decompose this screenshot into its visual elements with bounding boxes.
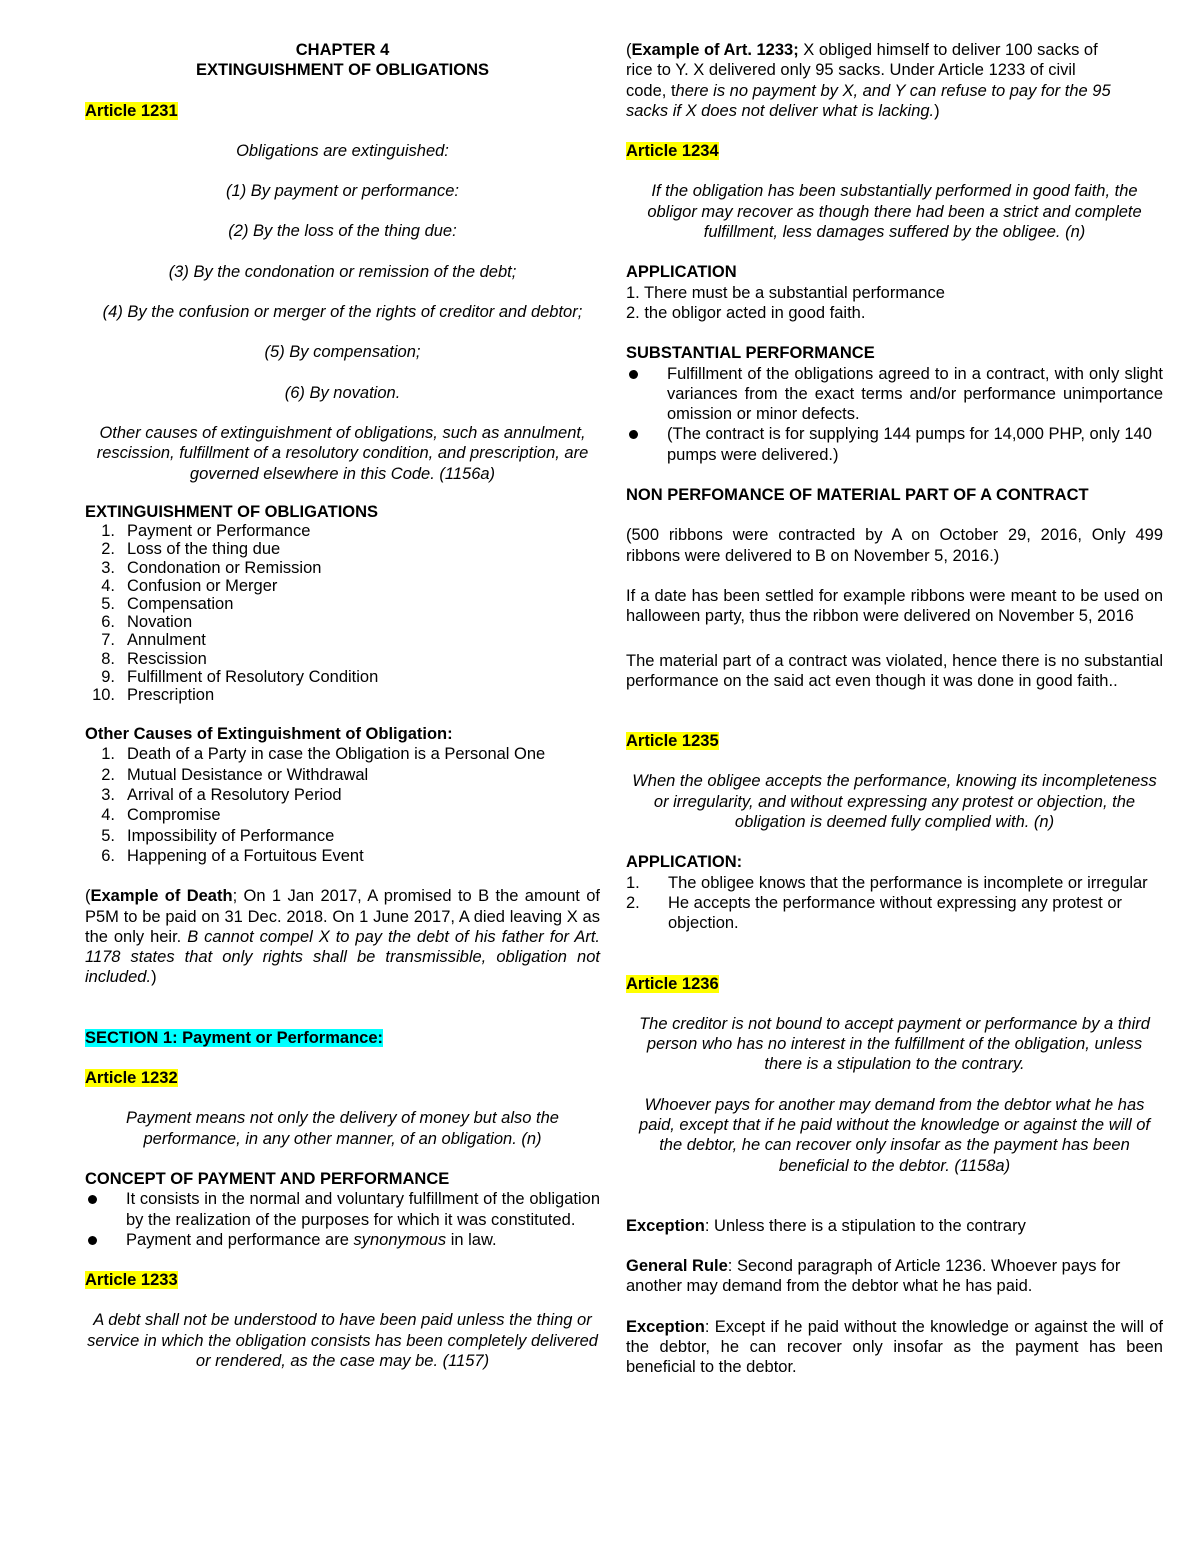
application-line: 2. the obligor acted in good faith. [626,303,866,322]
non-performance-heading: NON PERFOMANCE OF MATERIAL PART OF A CONTRACT [626,486,1089,505]
death-example: (Example of Death; On 1 Jan 2017, A promised to B the amount of P5M to be paid on 31 Dec. 2018. On 1 June 2017, A died leaving X as the only heir. B cannot compel X to pay the debt of his father for Art. 1178 states that only rights shall be transmissible, obligation not included.) [85,887,600,987]
list-item: 4. Compromise [101,806,221,825]
substantial-list [626,364,1163,465]
article-1235-text: When the obligee accepts the performance, knowing its incompleteness or irregularity, and without expressing any protest or objection, the obligation is deemed fully complied with. (n) [632,772,1157,832]
non-performance-example: (500 ribbons were contracted by A on October 29, 2016, Only 499 ribbons were delivered to B on November 5, 2016.) [626,526,1163,565]
concept-list [85,1189,600,1250]
application-2-list [626,873,1163,934]
list-item: 6. Happening of a Fortuitous Event [101,846,364,865]
application-line: 1. There must be a substantial performance [626,283,945,302]
article-1231-item: (3) By the condonation or remission of the debt; [168,262,517,281]
bullet-icon [626,364,667,425]
list-item: 1. Death of a Party in case the Obligation is a Personal One [101,745,546,764]
list-item: Payment and performance are synonymous in law. [85,1230,600,1250]
list-item: 4. Confusion or Merger [101,576,278,595]
article-1235-label: Article 1235 [626,732,719,751]
right-column [626,40,1163,1378]
list-item: Fulfillment of the obligations agreed to in a contract, with only slight variances from the exact terms and/or performance unimportance omission or minor defects. [626,364,1163,425]
list-item: 1. The obligee knows that the performance is incomplete or irregular [626,873,1148,892]
article-1232-text: Payment means not only the delivery of money but also the performance, in any other manner, of an obligation. (n) [126,1109,559,1148]
bullet-icon [85,1230,126,1250]
application-heading: APPLICATION [626,263,737,282]
concept-heading: CONCEPT OF PAYMENT AND PERFORMANCE [85,1169,450,1188]
article-1236-paragraph-1: The creditor is not bound to accept payment or performance by a third person who has no interest in the fulfillment of the obligation, unless there is a stipulation to the contrary. [639,1014,1150,1074]
article-1236-label: Article 1236 [626,974,719,993]
substantial-heading: SUBSTANTIAL PERFORMANCE [626,344,875,363]
list-item: 5. Impossibility of Performance [101,826,335,845]
article-1233-label: Article 1233 [85,1271,178,1290]
chapter-number: CHAPTER 4 [295,41,390,59]
section-1-heading: SECTION 1: Payment or Performance: [85,1028,383,1047]
article-1234-text: If the obligation has been substantially performed in good faith, the obligor may recover as though there had been a strict and complete fulfillment, less damages suffered by the obligee. (n) [647,182,1142,242]
extinguishment-heading: EXTINGUISHMENT OF OBLIGATIONS [85,502,379,521]
extinguishment-list [85,522,600,704]
list-item: 2. He accepts the performance without expressing any protest or objection. [626,893,1122,933]
list-item: 1. Payment or Performance [101,522,311,541]
article-1231-other-causes: Other causes of extinguishment of obligations, such as annulment, rescission, fulfillment of a resolutory condition, and prescription, are governed elsewhere in this Code. (1156a) [96,423,589,483]
article-1231-item: (5) By compensation; [264,343,421,362]
list-item: 9. Fulfillment of Resolutory Condition [101,667,379,686]
article-1232-label: Article 1232 [85,1069,178,1088]
article-1231-item: (1) By payment or performance: [226,182,459,201]
article-1231-intro: Obligations are extinguished: [236,141,449,160]
exception-2: Exception: Except if he paid without the knowledge or against the will of the debtor, he can recover only insofar as the payment has been beneficial to the debtor. [626,1317,1163,1377]
article-1233-text: A debt shall not be understood to have been paid unless the thing or service in which the obligation consists has been completely delivered or rendered, as the case may be. (1157) [87,1311,598,1371]
list-item: 5. Compensation [101,594,234,613]
list-item: 6. Novation [101,613,193,632]
other-causes-heading: Other Causes of Extinguishment of Obligation: [85,725,453,744]
example-1233: (Example of Art. 1233; X obliged himself to deliver 100 sacks of rice to Y. X delivered only 95 sacks. Under Article 1233 of civil code, there is no payment by X, and Y can refuse to pay for the 95 sacks if X does not deliver what is lacking.) [626,41,1111,120]
other-causes-list [85,744,600,866]
article-1231-label: Article 1231 [85,101,178,120]
article-1236-paragraph-2: Whoever pays for another may demand from the debtor what he has paid, except that if he paid without the knowledge or against the will of the debtor, he can recover only insofar as the payment has been beneficial to the debtor. (1158a) [639,1095,1150,1175]
exception-1: Exception: Unless there is a stipulation to the contrary [626,1216,1026,1235]
article-1231-item: (6) By novation. [284,383,401,402]
list-item: (The contract is for supplying 144 pumps for 14,000 PHP, only 140 pumps were delivered.) [626,424,1163,465]
article-1234-label: Article 1234 [626,142,719,161]
non-performance-date: If a date has been settled for example ribbons were meant to be used on halloween party, thus the ribbon were delivered on November 5, 2016 [626,586,1163,626]
list-item: 7. Annulment [101,631,206,650]
list-item: 10. Prescription [92,685,215,704]
bullet-icon [626,424,667,465]
list-item: It consists in the normal and voluntary fulfillment of the obligation by the realization of the purposes for which it was constituted. [85,1189,600,1230]
chapter-title: EXTINGUISHMENT OF OBLIGATIONS [195,61,490,80]
bullet-icon [85,1189,126,1230]
list-item: 3. Condonation or Remission [101,558,322,577]
application-2-heading: APPLICATION: [626,853,743,872]
article-1231-item: (2) By the loss of the thing due: [228,222,457,241]
list-item: 8. Rescission [101,649,207,668]
article-1231-item: (4) By the confusion or merger of the rights of creditor and debtor; [102,303,583,322]
non-performance-conclusion: The material part of a contract was violated, hence there is no substantial performance on the said act even though it was done in good faith.. [626,651,1163,690]
list-item: 3. Arrival of a Resolutory Period [101,786,342,805]
general-rule: General Rule: Second paragraph of Article 1236. Whoever pays for another may demand from the debtor what he has paid. [626,1257,1121,1296]
list-item: 2. Mutual Desistance or Withdrawal [101,765,369,784]
list-item: 2. Loss of the thing due [101,540,281,559]
left-column [85,40,600,1371]
